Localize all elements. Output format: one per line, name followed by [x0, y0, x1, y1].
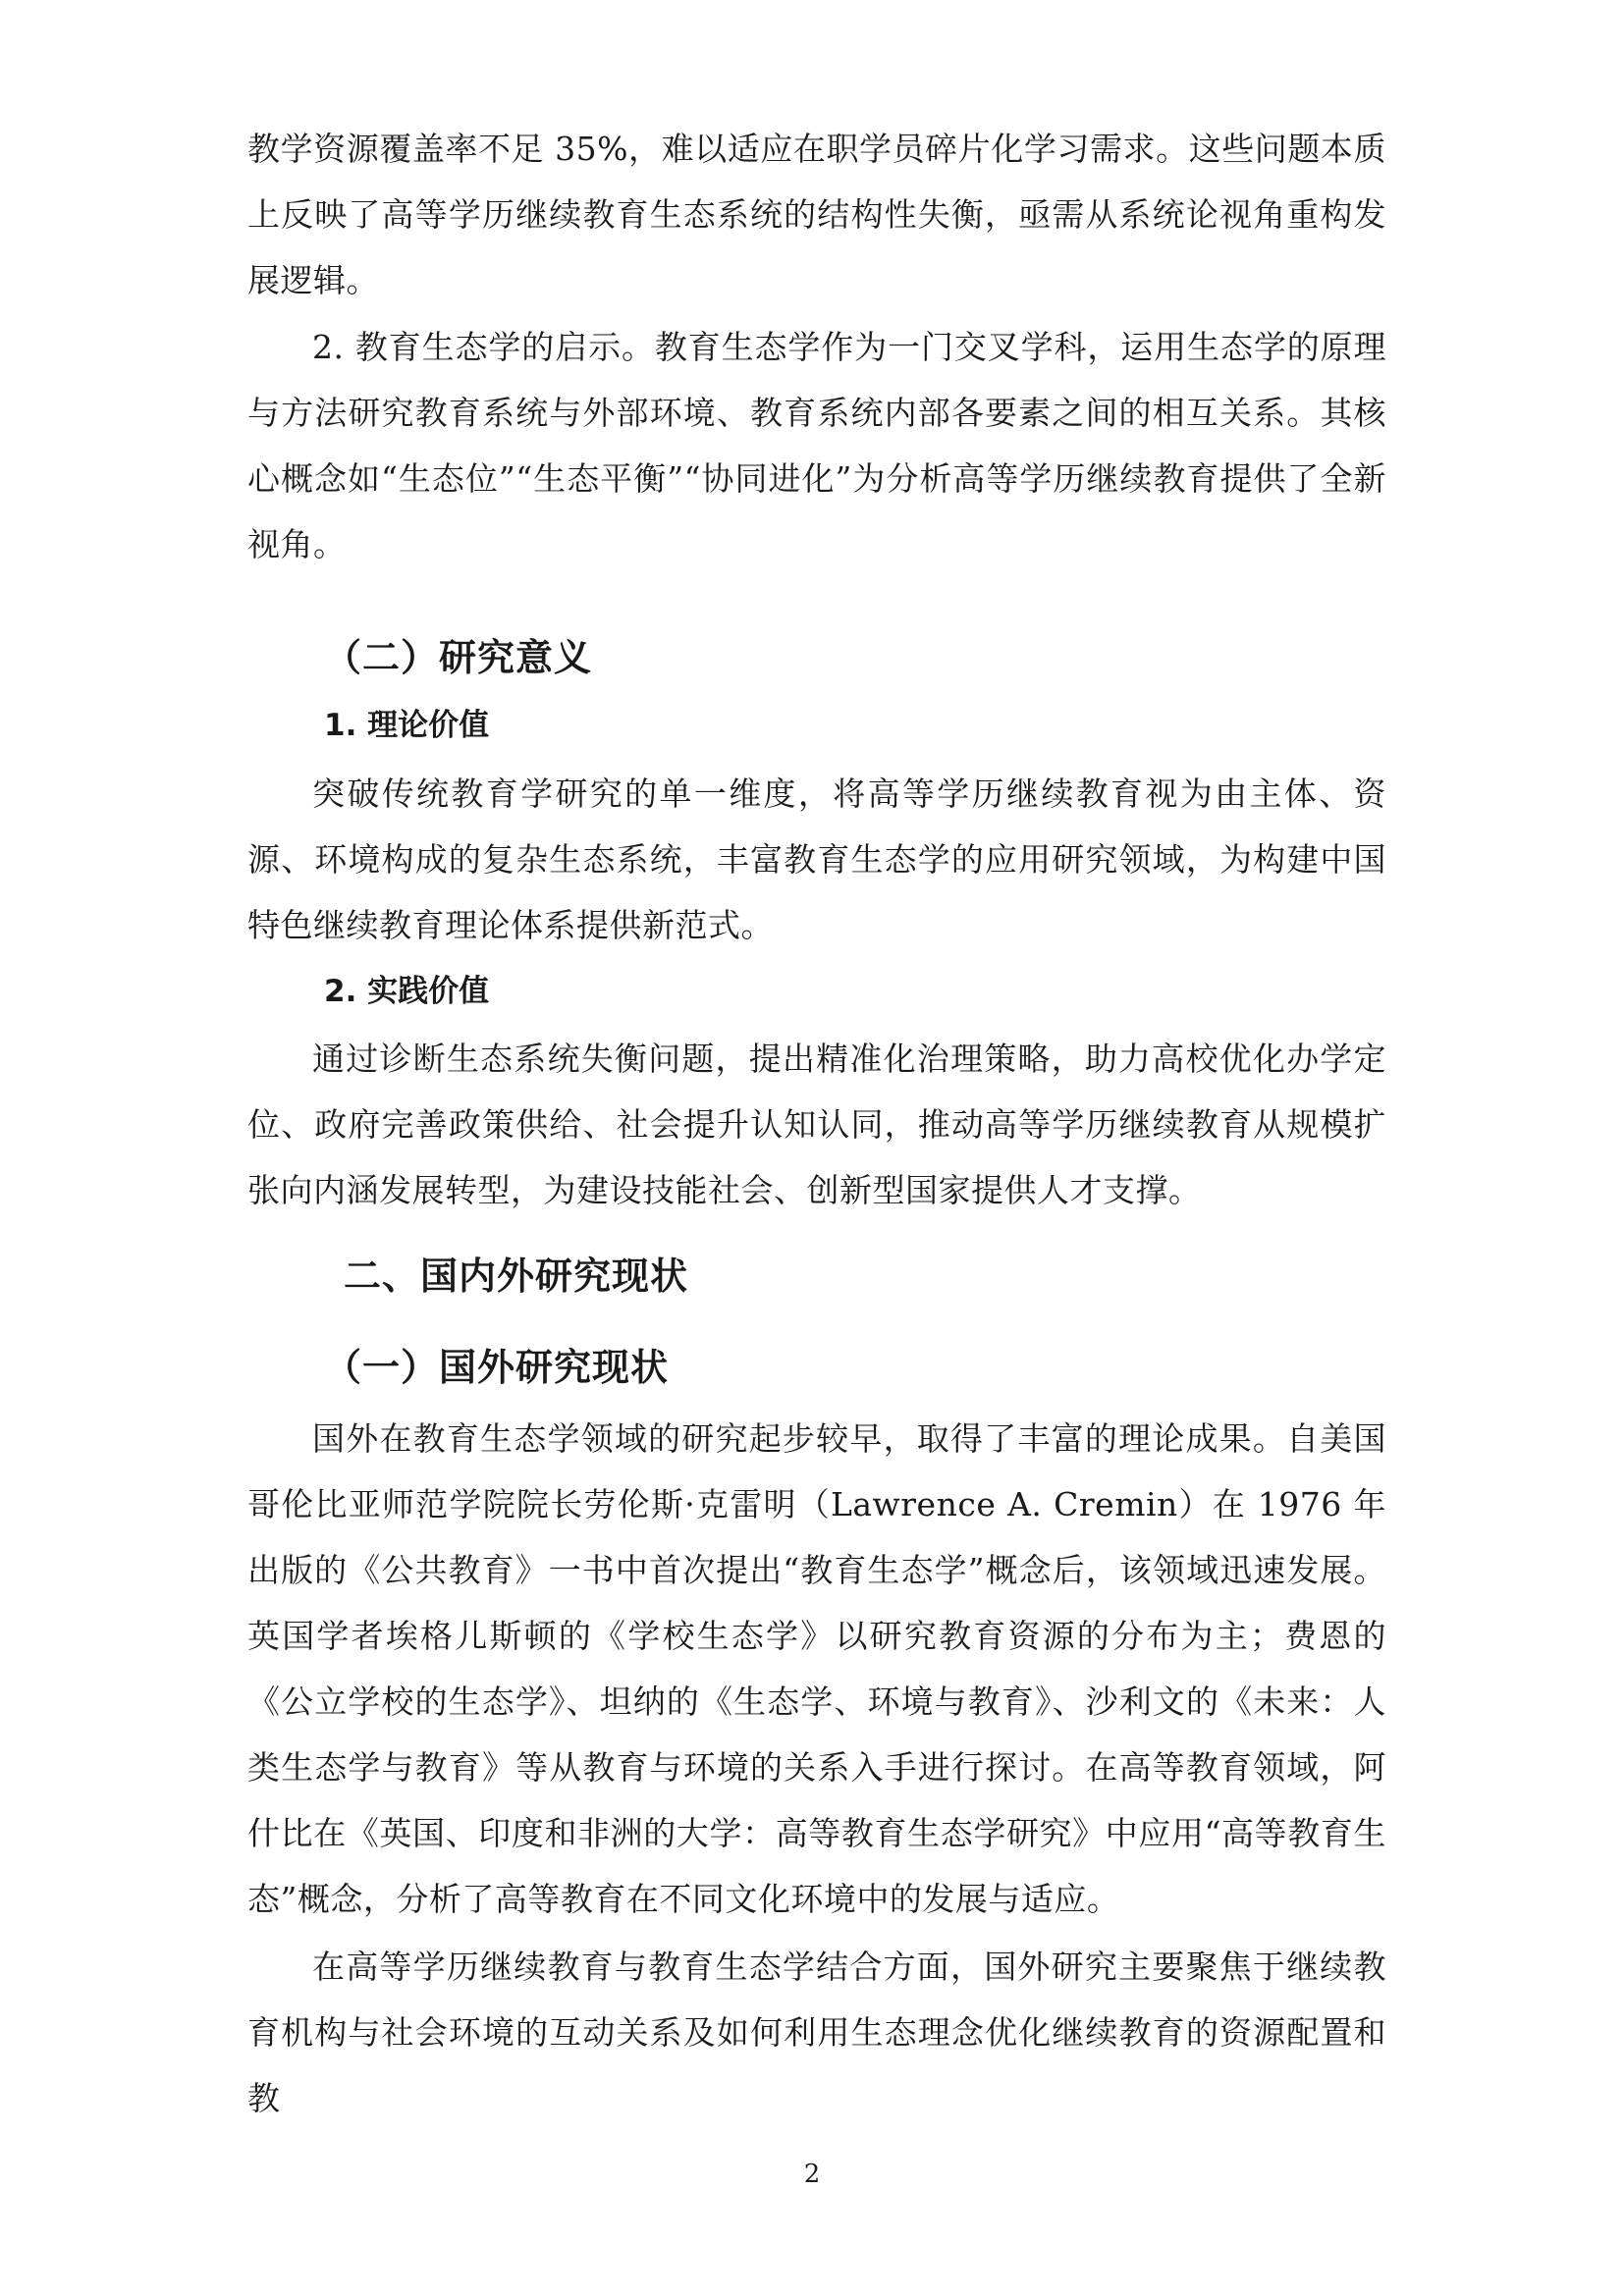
- paragraph-foreign-research-1: 国外在教育生态学领域的研究起步较早，取得了丰富的理论成果。自美国哥伦比亚师范学院院长劳伦斯·克雷明（Lawrence A. Cremin）在 1976 年出版的《公共教育》一书中首次提出“教育生态学”概念后，该领域迅速发展。英国学者埃格儿斯顿的《学校生态学》以研究教育资源的分布为主；费恩的《公立学校的生态学》、坦纳的《生态学、环境与教育》、沙利文的《未来：人类生态学与教育》等从教育与环境的关系入手进行探讨。在高等教育领域，阿什比在《英国、印度和非洲的大学：高等教育生态学研究》中应用“高等教育生态”概念，分析了高等教育在不同文化环境中的发展与适应。: [247, 1419, 1386, 1918]
- heading-research-significance: （二）研究意义: [324, 636, 593, 679]
- heading-practice-value: 2. 实践价值: [324, 974, 490, 1009]
- heading-foreign-status: （一）国外研究现状: [324, 1346, 670, 1389]
- paragraph-intro-continuation: 教学资源覆盖率不足 35%，难以适应在职学员碎片化学习需求。这些问题本质上反映了高等学历继续教育生态系统的结构性失衡，亟需从系统论视角重构发展逻辑。: [247, 130, 1386, 299]
- paragraph-theory-value: 突破传统教育学研究的单一维度，将高等学历继续教育视为由主体、资源、环境构成的复杂生态系统，丰富教育生态学的应用研究领域，为构建中国特色继续教育理论体系提供新范式。: [247, 774, 1386, 944]
- heading-section-two: 二、国内外研究现状: [344, 1255, 689, 1298]
- heading-theory-value: 1. 理论价值: [324, 708, 490, 743]
- paragraph-ecology-insight: 2. 教育生态学的启示。教育生态学作为一门交叉学科，运用生态学的原理与方法研究教育系统与外部环境、教育系统内部各要素之间的相互关系。其核心概念如“生态位”“生态平衡”“协同进化”为分析高等学历继续教育提供了全新视角。: [247, 328, 1386, 563]
- paragraph-practice-value: 通过诊断生态系统失衡问题，提出精准化治理策略，助力高校优化办学定位、政府完善政策供给、社会提升认知认同，推动高等学历继续教育从规模扩张向内涵发展转型，为建设技能社会、创新型国家提供人才支撑。: [247, 1040, 1386, 1209]
- page-number: 2: [803, 2160, 821, 2189]
- paragraph-foreign-research-2: 在高等学历继续教育与教育生态学结合方面，国外研究主要聚焦于继续教育机构与社会环境的互动关系及如何利用生态理念优化继续教育的资源配置和教: [247, 1948, 1386, 2117]
